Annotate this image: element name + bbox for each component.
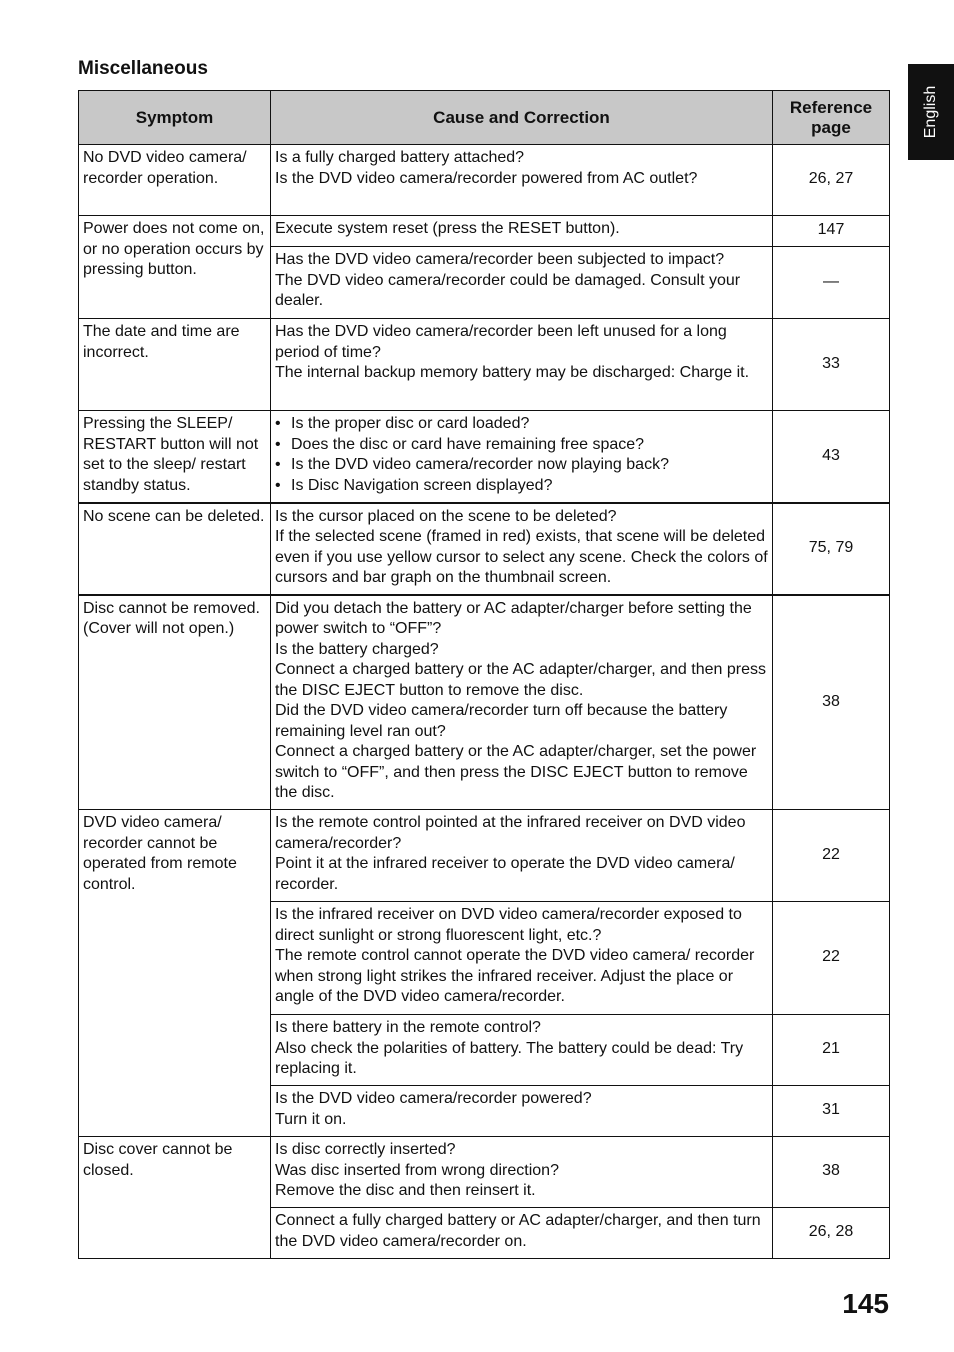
cause-line: Connect a charged battery or the AC adapter/charger, set the power switch to “OFF”, and then press the DISC EJECT button to remove the disc. <box>275 743 757 801</box>
table-row <box>79 595 890 810</box>
cause-line: Has the DVD video camera/recorder been left unused for a long period of time? <box>275 323 727 361</box>
reference-cell: 38 <box>773 1137 890 1208</box>
cause-line: Is the DVD video camera/recorder powered from AC outlet? <box>275 169 698 187</box>
table-row <box>79 503 890 595</box>
symptom-cell: No DVD video camera/ recorder operation. <box>79 145 271 216</box>
reference-cell: 43 <box>773 411 890 503</box>
cause-cell <box>271 411 773 503</box>
table-row <box>79 216 890 247</box>
language-tab-label: English <box>922 85 940 139</box>
reference-cell: 31 <box>773 1086 890 1137</box>
cause-line: Connect a charged battery or the AC adapter/charger, and then press the DISC EJECT button to remove the disc. <box>275 661 766 699</box>
cause-line: Remove the disc and then reinsert it. <box>275 1182 536 1199</box>
cause-line: Is the battery charged? <box>275 640 439 658</box>
symptom-cell: Power does not come on, or no operation occurs by pressing button. <box>79 216 271 319</box>
cause-line: Is there battery in the remote control? <box>275 1019 541 1036</box>
table-row <box>79 411 890 503</box>
reference-cell: 147 <box>773 216 890 247</box>
cause-line: Was disc inserted from wrong direction? <box>275 1161 559 1179</box>
table-row <box>79 810 890 902</box>
cause-line: Did the DVD video camera/recorder turn off because the battery remaining level ran out? <box>275 702 728 740</box>
cause-line: The remote control cannot operate the DVD video camera/ recorder when strong light strikes the infrared receiver. Adjust the place or angle of the DVD video camera/recorder. <box>275 947 755 1005</box>
list-item: • Is the proper disc or card loaded? <box>275 414 768 435</box>
cause-line: Has the DVD video camera/recorder been subjected to impact? <box>275 251 725 268</box>
cause-line: Also check the polarities of battery. The battery could be dead: Try replacing it. <box>275 1039 744 1077</box>
cause-line: Is the DVD video camera/recorder powered? <box>275 1090 592 1107</box>
cause-cell <box>271 1208 773 1259</box>
header-symptom: Symptom <box>79 91 271 145</box>
cause-line: Is the cursor placed on the scene to be deleted? <box>275 507 617 525</box>
section-title: Miscellaneous <box>78 58 208 79</box>
cause-line: Is the infrared receiver on DVD video camera/recorder exposed to direct sunlight or strong fluorescent light, etc.? <box>275 906 742 944</box>
cause-cell <box>271 810 773 902</box>
cause-cell <box>271 503 773 595</box>
table-row <box>79 319 890 411</box>
symptom-cell <box>79 595 271 810</box>
reference-cell: 75, 79 <box>773 503 890 595</box>
reference-cell: 33 <box>773 319 890 411</box>
table-row <box>79 1137 890 1208</box>
cause-line: Point it at the infrared receiver to operate the DVD video camera/ recorder. <box>275 855 735 893</box>
cause-cell <box>271 145 773 216</box>
header-reference: Reference page <box>773 91 890 145</box>
cause-line: Is a fully charged battery attached? <box>275 149 525 166</box>
symptom-cell: No scene can be deleted. <box>79 503 271 595</box>
cause-line: Is disc correctly inserted? <box>275 1141 456 1158</box>
symptom-line: (Cover will not open.) <box>83 620 235 637</box>
reference-cell: 22 <box>773 810 890 902</box>
list-item: • Does the disc or card have remaining free space? <box>275 435 768 456</box>
list-item: • Is the DVD video camera/recorder now playing back? <box>275 455 768 476</box>
symptom-cell: The date and time are incorrect. <box>79 319 271 411</box>
reference-cell: 22 <box>773 902 890 1015</box>
language-tab <box>908 64 954 160</box>
list-item: • Is Disc Navigation screen displayed? <box>275 476 768 497</box>
cause-cell <box>271 1015 773 1086</box>
reference-cell: — <box>773 247 890 319</box>
cause-cell <box>271 902 773 1015</box>
cause-line: Execute system reset (press the RESET button). <box>275 220 620 237</box>
table-row <box>79 145 890 216</box>
cause-cell <box>271 216 773 247</box>
table-header-row <box>79 91 890 145</box>
reference-cell: 21 <box>773 1015 890 1086</box>
symptom-line: Disc cannot be removed. <box>83 599 260 617</box>
cause-line: Did you detach the battery or AC adapter/charger before setting the power switch to “OFF”? <box>275 599 752 637</box>
symptom-cell: DVD video camera/ recorder cannot be operated from remote control. <box>79 810 271 1137</box>
cause-line: Connect a fully charged battery or AC adapter/charger, and then turn the DVD video camera/recorder on. <box>275 1212 761 1250</box>
cause-cell <box>271 1086 773 1137</box>
cause-cell <box>271 247 773 319</box>
page-number: 145 <box>842 1288 889 1319</box>
bullet-list <box>275 414 768 496</box>
symptom-cell: Disc cover cannot be closed. <box>79 1137 271 1259</box>
cause-cell <box>271 1137 773 1208</box>
reference-cell: 26, 27 <box>773 145 890 216</box>
cause-line: If the selected scene (framed in red) exists, that scene will be deleted even if you use yellow cursor to select any scene. Check the colors of cursors and bar graph on the thumbnail screen. <box>275 528 768 586</box>
symptom-cell: Pressing the SLEEP/ RESTART button will not set to the sleep/ restart standby status. <box>79 411 271 503</box>
reference-cell: 38 <box>773 595 890 810</box>
cause-line: Turn it on. <box>275 1110 347 1128</box>
cause-line: The internal backup memory battery may be discharged: Charge it. <box>275 364 750 381</box>
cause-line: The DVD video camera/recorder could be damaged. Consult your dealer. <box>275 271 741 309</box>
troubleshooting-table <box>78 90 890 1259</box>
cause-line: Is the remote control pointed at the infrared receiver on DVD video camera/recorder? <box>275 814 746 852</box>
reference-cell: 26, 28 <box>773 1208 890 1259</box>
cause-cell <box>271 319 773 411</box>
header-cause: Cause and Correction <box>271 91 773 145</box>
cause-cell <box>271 595 773 810</box>
